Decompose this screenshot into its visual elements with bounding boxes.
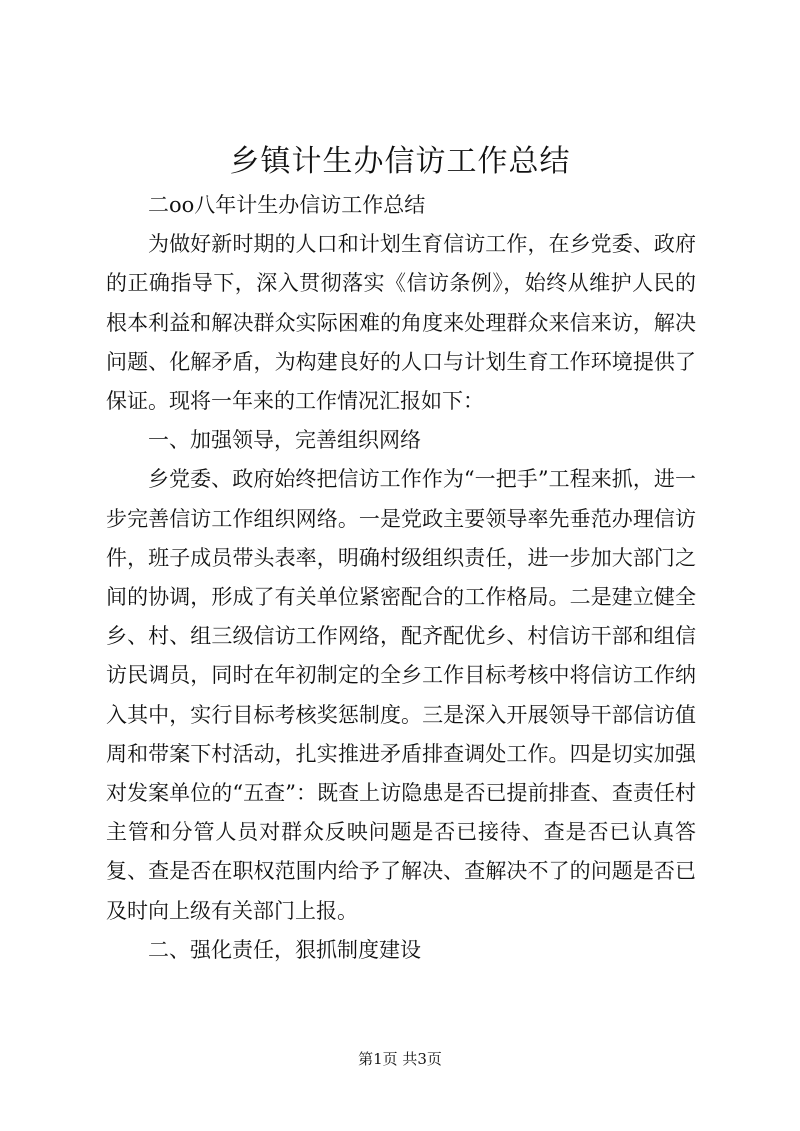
- page-footer: 第1页 共3页: [358, 1050, 442, 1068]
- section-heading-2: 二、强化责任，狠抓制度建设: [148, 937, 421, 962]
- document-title: 乡镇计生办信访工作总结: [229, 144, 571, 179]
- document-body: [106, 186, 696, 970]
- subtitle-paragraph: 二oo八年计生办信访工作总结: [148, 193, 426, 217]
- section-1-paragraph: 乡党委、政府始终把信访工作作为“一把手”工程来抓，进一步完善信访工作组织网络。一是党政主要领导率先垂范办理信访件，班子成员带头表率，明确村级组织责任，进一步加大部门之间的协调，形成了有关单位紧密配合的工作格局。二是建立健全乡、村、组三级信访工作网络，配齐配优乡、村信访干部和组信访民调员，同时在年初制定的全乡工作目标考核中将信访工作纳入其中，实行目标考核奖惩制度。三是深入开展领导干部信访值周和带案下村活动，扎实推进矛盾排查调处工作。四是切实加强对发案单位的“五查”：既查上访隐患是否已提前排查、查责任村主管和分管人员对群众反映问题是否已接待、查是否已认真答复、查是否在职权范围内给予了解决、查解决不了的问题是否已及时向上级有关部门上报。: [106, 467, 696, 923]
- section-heading-1: 一、加强领导，完善组织网络: [148, 428, 421, 453]
- intro-paragraph: 为做好新时期的人口和计划生育信访工作，在乡党委、政府的正确指导下，深入贯彻落实《信访条例》，始终从维护人民的根本利益和解决群众实际困难的角度来处理群众来信来访，解决问题、化解矛盾，为构建良好的人口与计划生育工作环境提供了保证。现将一年来的工作情况汇报如下：: [106, 232, 696, 414]
